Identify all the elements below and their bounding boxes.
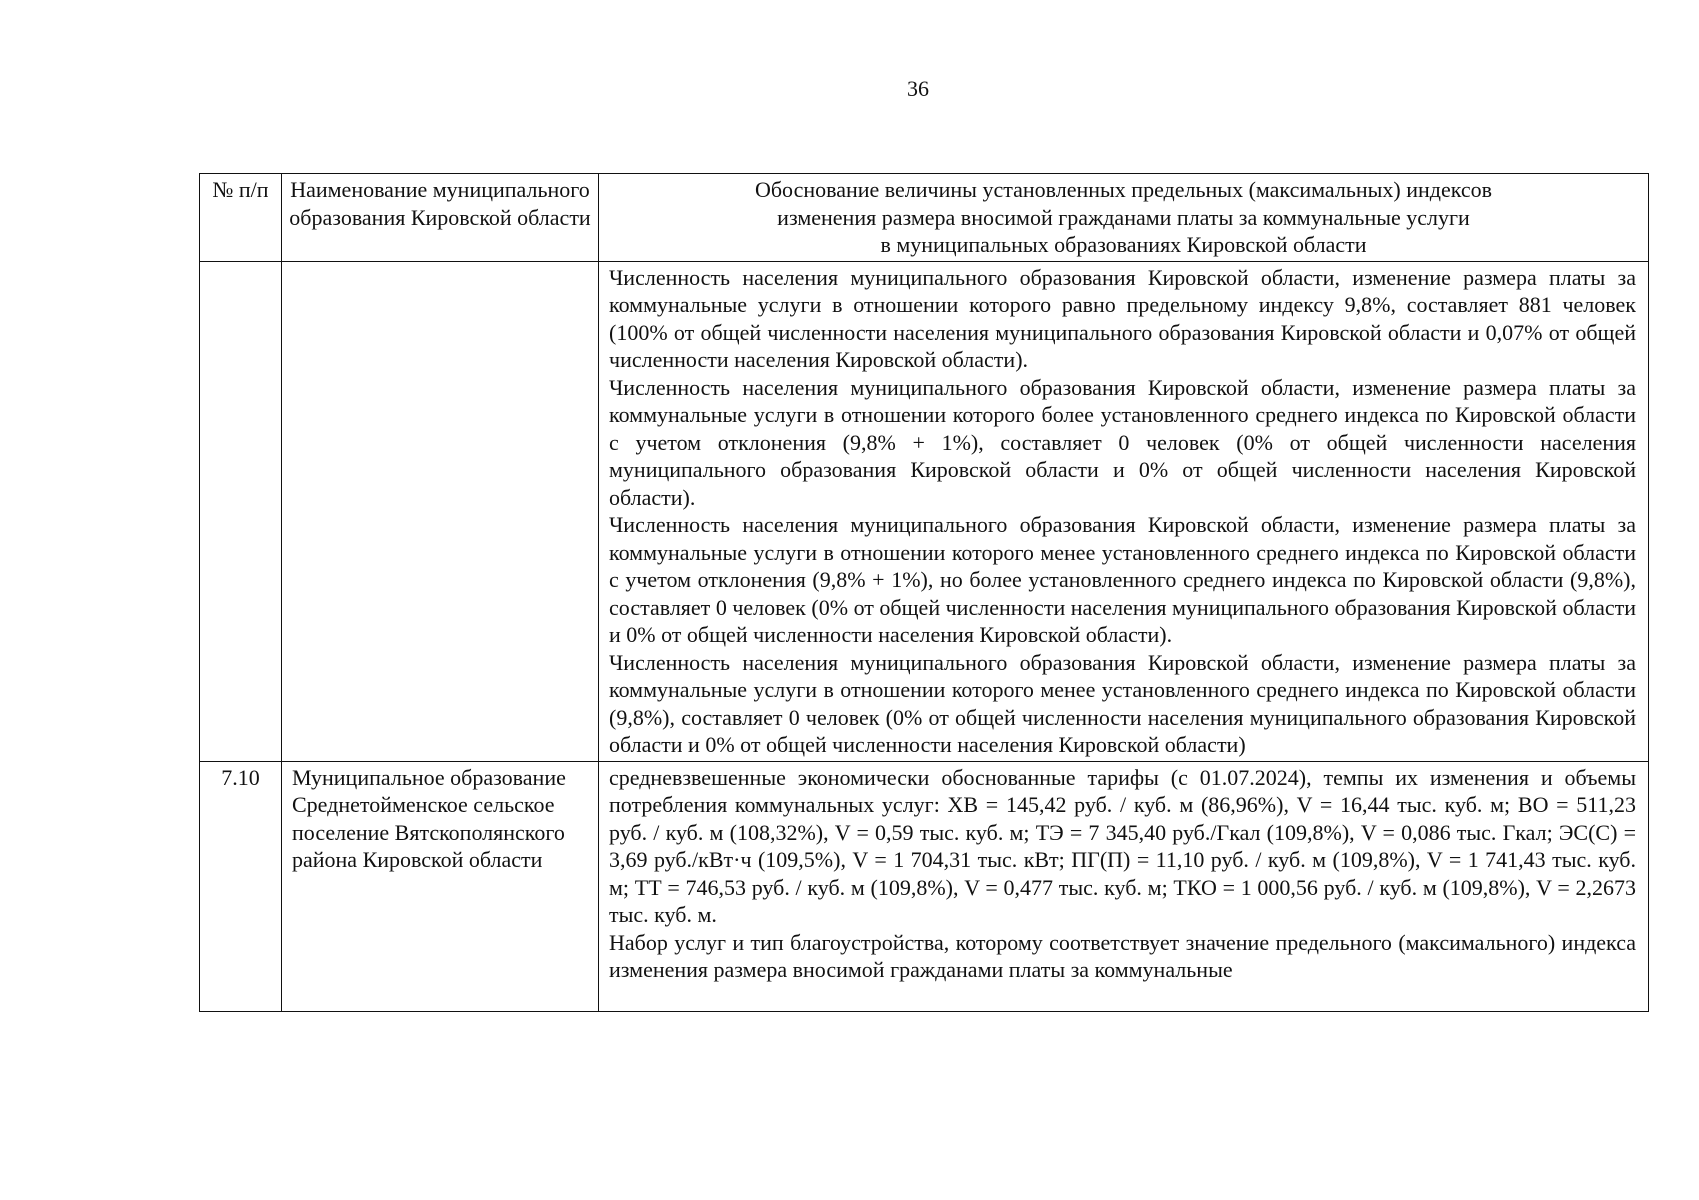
table-row xyxy=(200,261,1649,761)
justification-paragraph: средневзвешенные экономически обоснованные тарифы (с 01.07.2024), темпы их изменения и объемы потребления коммунальных услуг: ХВ = 145,42 руб. / куб. м (86,96%), V = 16,44 тыс. куб. м; ВО = 511,23 руб. / куб. м (108,32%), V = 0,59 тыс. куб. м; ТЭ = 7 345,40 руб./Гкал (109,8%), V = 0,086 тыс. Гкал; ЭС(С) = 3,69 руб./кВт·ч (109,5%), V = 1 704,31 тыс. кВт; ПГ(П) = 11,10 руб. / куб. м (109,8%), V = 1 741,43 тыс. куб. м; ТТ = 746,53 руб. / куб. м (109,8%), V = 0,477 тыс. куб. м; ТКО = 1 000,56 руб. / куб. м (109,8%), V = 2,2673 тыс. куб. м. xyxy=(609,764,1636,927)
table-row xyxy=(200,761,1649,1011)
row-number xyxy=(200,261,282,761)
justification-paragraph: Численность населения муниципального образования Кировской области, изменение размера платы за коммунальные услуги в отношении которого менее установленного среднего индекса по Кировской области (9,8%), составляет 0 человек (0% от общей численности населения муниципального образования Кировской области и 0% от общей численности населения Кировской области) xyxy=(609,649,1636,757)
page-number: 36 xyxy=(907,76,929,101)
row-number: 7.10 xyxy=(200,761,282,1011)
justification-paragraph: Численность населения муниципального образования Кировской области, изменение размера платы за коммунальные услуги в отношении которого более установленного среднего индекса по Кировской области с учетом отклонения (9,8% + 1%), составляет 0 человек (0% от общей численности населения муниципального образования Кировской области и 0% от общей численности населения Кировской области). xyxy=(609,374,1636,510)
justification-paragraph: Численность населения муниципального образования Кировской области, изменение размера платы за коммунальные услуги в отношении которого менее установленного среднего индекса по Кировской области с учетом отклонения (9,8% + 1%), но более установленного среднего индекса по Кировской области (9,8%), составляет 0 человек (0% от общей численности населения муниципального образования Кировской области и 0% от общей численности населения Кировской области). xyxy=(609,512,1636,647)
municipality-name xyxy=(282,261,599,761)
justification-cell xyxy=(599,261,1649,761)
municipality-name: Муниципальное образование Среднетойменское сельское поселение Вятскополянского района Кировской области xyxy=(282,761,599,1011)
header-justification-line: в муниципальных образованиях Кировской области xyxy=(880,232,1367,257)
header-municipality-name: Наименование муниципального образования Кировской области xyxy=(282,174,599,262)
justification-paragraph: Набор услуг и тип благоустройства, которому соответствует значение предельного (максимального) индекса изменения размера вносимой гражданами платы за коммунальные xyxy=(609,929,1636,982)
header-number: № п/п xyxy=(200,174,282,262)
header-justification-line: изменения размера вносимой гражданами платы за коммунальные услуги xyxy=(777,204,1470,230)
header-justification xyxy=(599,174,1649,262)
justification-table xyxy=(199,173,1649,1012)
header-justification-line: Обоснование величины установленных предельных (максимальных) индексов xyxy=(754,177,1493,202)
justification-text-clip xyxy=(609,764,1636,1009)
table-header-row xyxy=(200,174,1649,262)
justification-cell xyxy=(599,761,1649,1011)
justification-paragraph: Численность населения муниципального образования Кировской области, изменение размера платы за коммунальные услуги в отношении которого равно предельному индексу 9,8%, составляет 881 человек (100% от общей численности населения муниципального образования Кировской области и 0,07% от общей численности населения Кировской области). xyxy=(609,264,1636,372)
